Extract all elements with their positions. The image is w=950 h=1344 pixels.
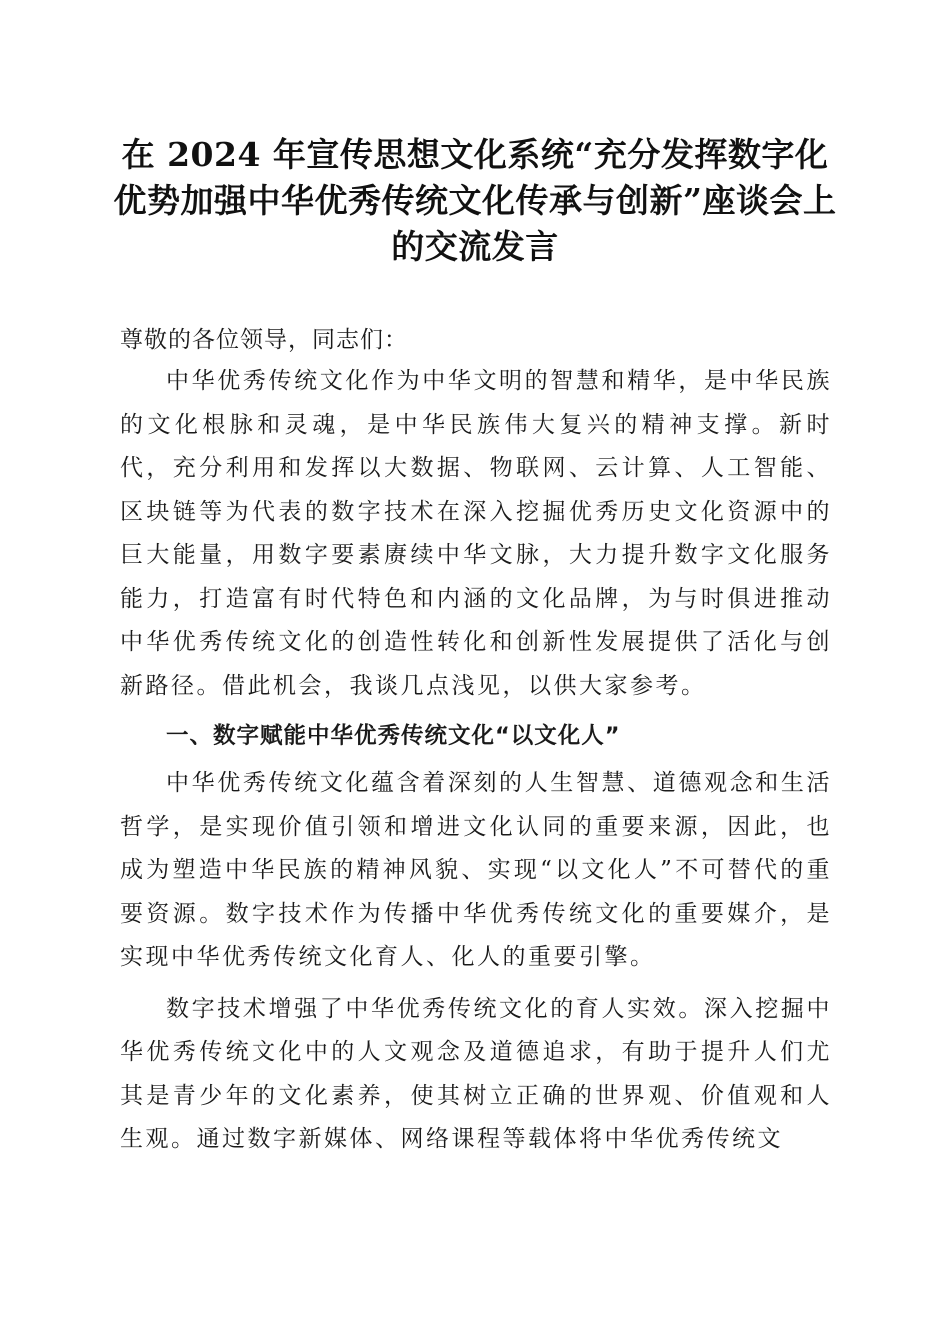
salutation: 尊敬的各位领导，同志们：	[120, 327, 408, 353]
section-paragraph: 中华优秀传统文化蕴含着深刻的人生智慧、道德观念和生活哲学，是实现价值引领和增进文化认同的重要来源，因此，也成为塑造中华民族的精神风貌、实现“以文化人”不可替代的重要资源。数字技术作为传播中华优秀传统文化的重要媒介，是实现中华优秀传统文化育人、化人的重要引擎。	[120, 770, 832, 970]
section-paragraph: 数字技术增强了中华优秀传统文化的育人实效。深入挖掘中华优秀传统文化中的人文观念及道德追求，有助于提升人们尤其是青少年的文化素养，使其树立正确的世界观、价值观和人生观。通过数字新媒体、网络课程等载体将中华优秀传统文	[120, 995, 832, 1152]
intro-paragraph: 中华优秀传统文化作为中华文明的智慧和精华，是中华民族的文化根脉和灵魂，是中华民族伟大复兴的精神支撑。新时代，充分利用和发挥以大数据、物联网、云计算、人工智能、区块链等为代表的数字技术在深入挖掘优秀历史文化资源中的巨大能量，用数字要素赓续中华文脉，大力提升数字文化服务能力，打造富有时代特色和内涵的文化品牌，为与时俱进推动中华优秀传统文化的创造性转化和创新性发展提供了活化与创新路径。借此机会，我谈几点浅见，以供大家参考。	[120, 368, 832, 699]
document-body	[120, 320, 832, 1170]
section-heading: 一、数字赋能中华优秀传统文化“以文化人”	[166, 723, 621, 749]
document-title: 在 2024 年宣传思想文化系统“充分发挥数字化优势加强中华优秀传统文化传承与创新”座谈会上的交流发言	[113, 135, 837, 266]
